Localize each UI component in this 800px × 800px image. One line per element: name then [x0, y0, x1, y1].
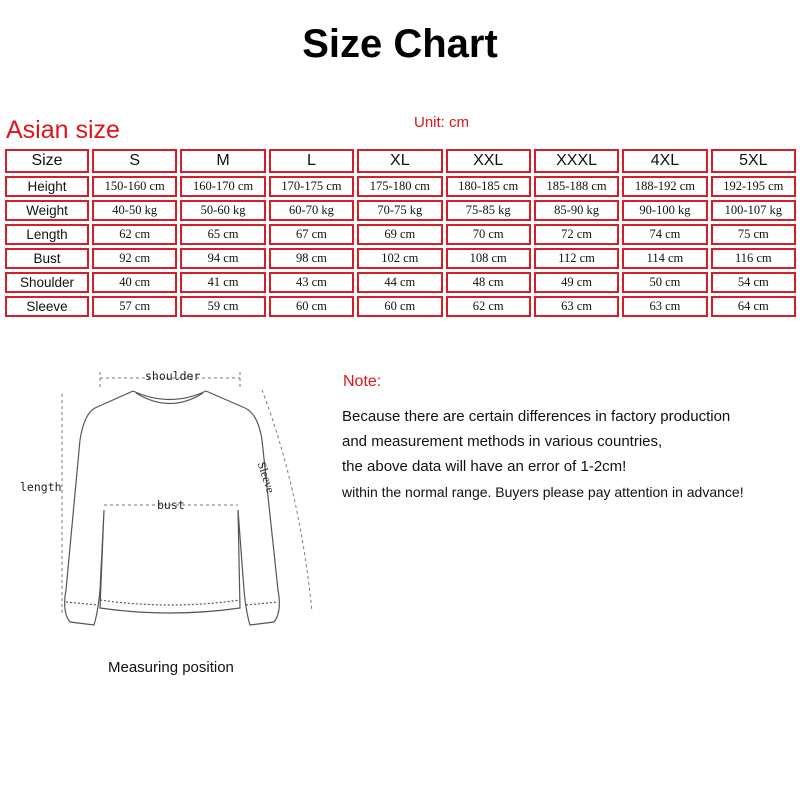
table-cell: 69 cm — [357, 224, 442, 245]
table-cell: 63 cm — [622, 296, 707, 317]
table-row — [5, 272, 796, 293]
table-header-cell: 5XL — [711, 149, 796, 173]
table-cell: 54 cm — [711, 272, 796, 293]
note-line: within the normal range. Buyers please pay attention in advance! — [342, 484, 744, 500]
table-cell: 43 cm — [269, 272, 354, 293]
table-header-cell: XL — [357, 149, 442, 173]
table-cell: 75-85 kg — [446, 200, 531, 221]
table-cell: 112 cm — [534, 248, 619, 269]
size-table-body — [5, 149, 796, 317]
sleeve-label: Sleeve — [254, 460, 278, 495]
row-label: Bust — [5, 248, 89, 269]
note-line: the above data will have an error of 1-2cm! — [342, 458, 627, 475]
table-cell: 57 cm — [92, 296, 177, 317]
table-cell: 74 cm — [622, 224, 707, 245]
table-cell: 40 cm — [92, 272, 177, 293]
length-label: length — [20, 480, 62, 494]
table-cell: 49 cm — [534, 272, 619, 293]
table-cell: 94 cm — [180, 248, 265, 269]
table-cell: 65 cm — [180, 224, 265, 245]
table-cell: 62 cm — [92, 224, 177, 245]
table-cell: 92 cm — [92, 248, 177, 269]
table-header-cell: XXXL — [534, 149, 619, 173]
table-cell: 100-107 kg — [711, 200, 796, 221]
bust-label: bust — [157, 498, 185, 512]
table-cell: 48 cm — [446, 272, 531, 293]
table-row — [5, 296, 796, 317]
table-cell: 44 cm — [357, 272, 442, 293]
table-cell: 188-192 cm — [622, 176, 707, 197]
table-header-row — [5, 149, 796, 173]
table-cell: 160-170 cm — [180, 176, 265, 197]
table-cell: 62 cm — [446, 296, 531, 317]
note-line: and measurement methods in various countries, — [342, 433, 663, 450]
table-cell: 72 cm — [534, 224, 619, 245]
size-table — [2, 146, 799, 320]
table-cell: 116 cm — [711, 248, 796, 269]
table-cell: 180-185 cm — [446, 176, 531, 197]
row-label: Length — [5, 224, 89, 245]
measuring-diagram — [0, 350, 340, 650]
table-cell: 192-195 cm — [711, 176, 796, 197]
table-cell: 50-60 kg — [180, 200, 265, 221]
table-cell: 63 cm — [534, 296, 619, 317]
note-title: Note: — [343, 373, 382, 390]
row-label: Weight — [5, 200, 89, 221]
row-label: Sleeve — [5, 296, 89, 317]
table-cell: 41 cm — [180, 272, 265, 293]
table-header-cell: M — [180, 149, 265, 173]
table-cell: 59 cm — [180, 296, 265, 317]
table-cell: 108 cm — [446, 248, 531, 269]
table-header-cell: 4XL — [622, 149, 707, 173]
table-header-cell: Size — [5, 149, 89, 173]
table-row — [5, 176, 796, 197]
table-header-cell: S — [92, 149, 177, 173]
table-cell: 98 cm — [269, 248, 354, 269]
table-cell: 70 cm — [446, 224, 531, 245]
table-cell: 64 cm — [711, 296, 796, 317]
row-label: Height — [5, 176, 89, 197]
table-cell: 67 cm — [269, 224, 354, 245]
table-row — [5, 200, 796, 221]
table-cell: 175-180 cm — [357, 176, 442, 197]
table-cell: 60 cm — [357, 296, 442, 317]
table-cell: 40-50 kg — [92, 200, 177, 221]
table-cell: 50 cm — [622, 272, 707, 293]
unit-label: Unit: cm — [414, 114, 470, 131]
diagram-caption: Measuring position — [108, 659, 234, 676]
table-cell: 85-90 kg — [534, 200, 619, 221]
table-row — [5, 224, 796, 245]
page-title: Size Chart — [302, 22, 498, 66]
table-cell: 75 cm — [711, 224, 796, 245]
shoulder-label: shoulder — [145, 369, 201, 383]
table-cell: 70-75 kg — [357, 200, 442, 221]
table-cell: 150-160 cm — [92, 176, 177, 197]
table-cell: 60 cm — [269, 296, 354, 317]
region-size-label: Asian size — [6, 116, 120, 144]
note-line: Because there are certain differences in factory production — [342, 408, 731, 425]
table-cell: 185-188 cm — [534, 176, 619, 197]
table-cell: 114 cm — [622, 248, 707, 269]
row-label: Shoulder — [5, 272, 89, 293]
table-cell: 60-70 kg — [269, 200, 354, 221]
table-cell: 170-175 cm — [269, 176, 354, 197]
table-header-cell: XXL — [446, 149, 531, 173]
table-cell: 90-100 kg — [622, 200, 707, 221]
table-cell: 102 cm — [357, 248, 442, 269]
table-row — [5, 248, 796, 269]
table-header-cell: L — [269, 149, 354, 173]
